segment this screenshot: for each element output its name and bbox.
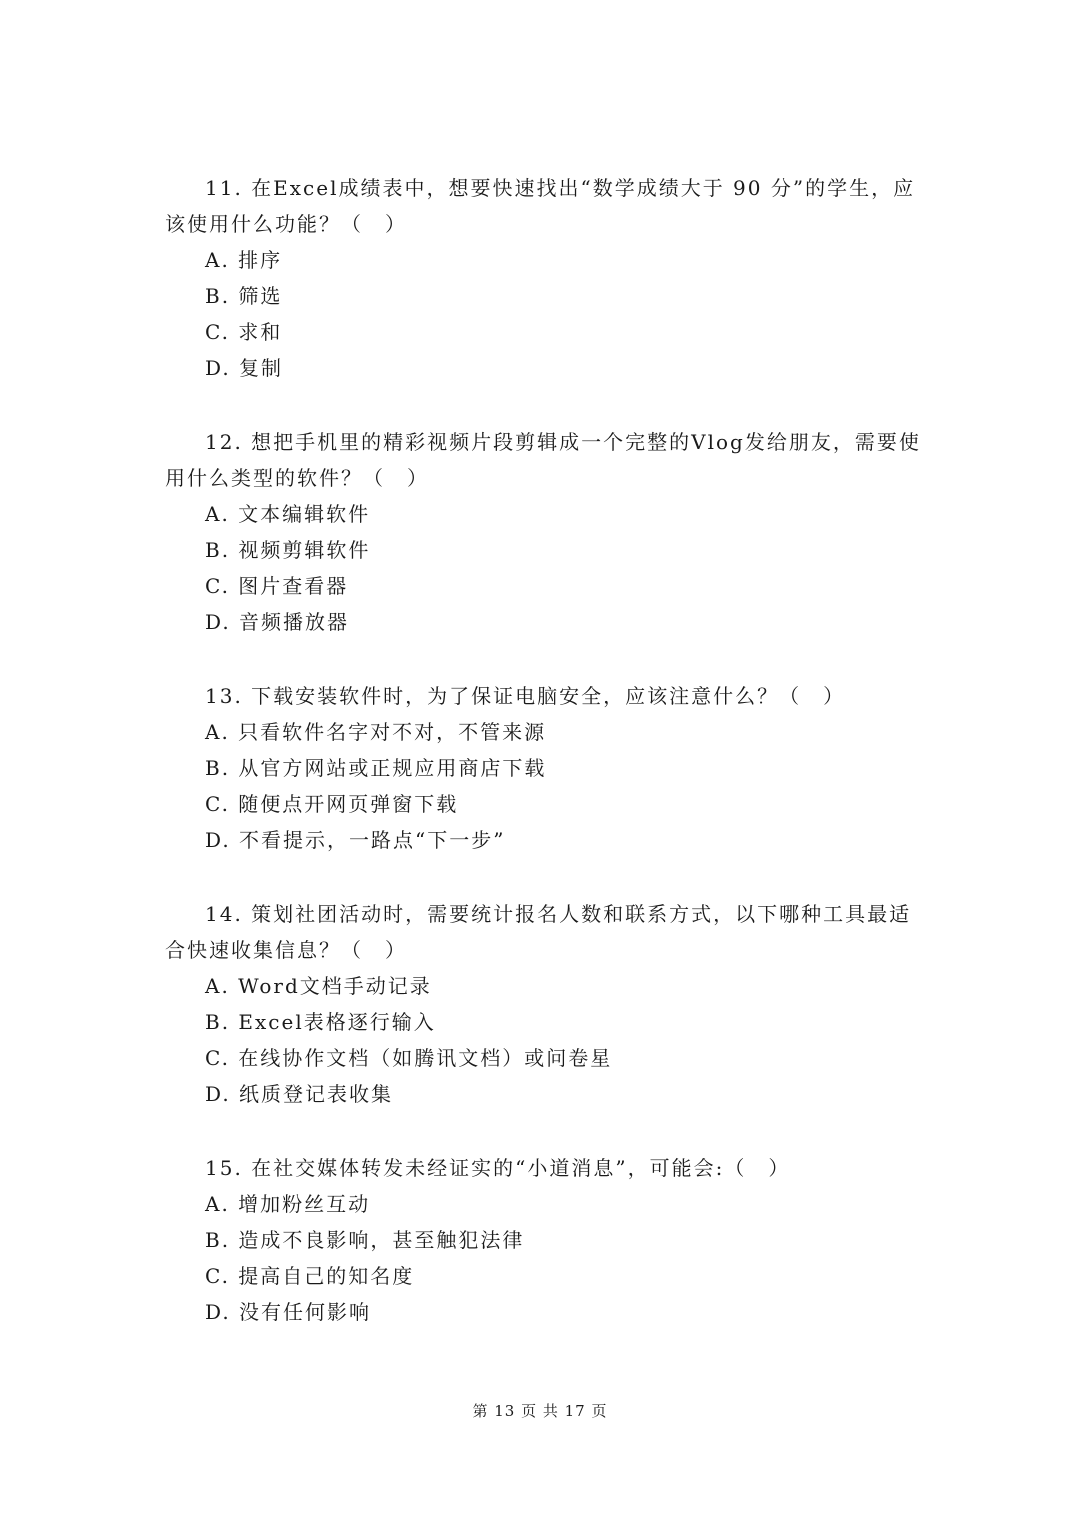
option-d: D. 纸质登记表收集	[205, 1082, 394, 1106]
option-d: D. 不看提示，一路点“下一步”	[205, 828, 506, 852]
option-d: D. 复制	[205, 356, 284, 380]
question-11	[165, 170, 925, 386]
question-15	[165, 1150, 925, 1330]
option-a: A. Word文档手动记录	[205, 974, 432, 998]
option-a: A. 只看软件名字对不对，不管来源	[205, 720, 547, 744]
option-c: C. 在线协作文档（如腾讯文档）或问卷星	[205, 1046, 613, 1070]
question-13	[165, 678, 925, 858]
question-stem: 13. 下载安装软件时，为了保证电脑安全，应该注意什么？（ ）	[205, 684, 846, 708]
question-stem: 11. 在Excel成绩表中，想要快速找出“数学成绩大于 90 分”的学生，应该使用什么功能？（ ）	[165, 176, 916, 236]
question-stem: 12. 想把手机里的精彩视频片段剪辑成一个完整的Vlog发给朋友，需要使用什么类型的软件？（ ）	[165, 430, 921, 490]
option-c: C. 求和	[205, 320, 283, 344]
option-a: A. 增加粉丝互动	[205, 1192, 371, 1216]
option-a: A. 排序	[205, 248, 283, 272]
option-b: B. 造成不良影响，甚至触犯法律	[205, 1228, 525, 1252]
option-c: C. 图片查看器	[205, 574, 349, 598]
question-12	[165, 424, 925, 640]
option-b: B. Excel表格逐行输入	[205, 1010, 436, 1034]
option-b: B. 筛选	[205, 284, 283, 308]
option-a: A. 文本编辑软件	[205, 502, 371, 526]
question-14	[165, 896, 925, 1112]
option-b: B. 从官方网站或正规应用商店下载	[205, 756, 547, 780]
question-stem: 14. 策划社团活动时，需要统计报名人数和联系方式，以下哪种工具最适合快速收集信息？（ ）	[165, 902, 912, 962]
option-c: C. 随便点开网页弹窗下载	[205, 792, 459, 816]
option-b: B. 视频剪辑软件	[205, 538, 371, 562]
option-d: D. 音频播放器	[205, 610, 350, 634]
question-stem: 15. 在社交媒体转发未经证实的“小道消息”，可能会:（ ）	[205, 1156, 791, 1180]
page-number-footer: 第 13 页 共 17 页	[472, 1402, 608, 1420]
option-d: D. 没有任何影响	[205, 1300, 372, 1324]
option-c: C. 提高自己的知名度	[205, 1264, 415, 1288]
